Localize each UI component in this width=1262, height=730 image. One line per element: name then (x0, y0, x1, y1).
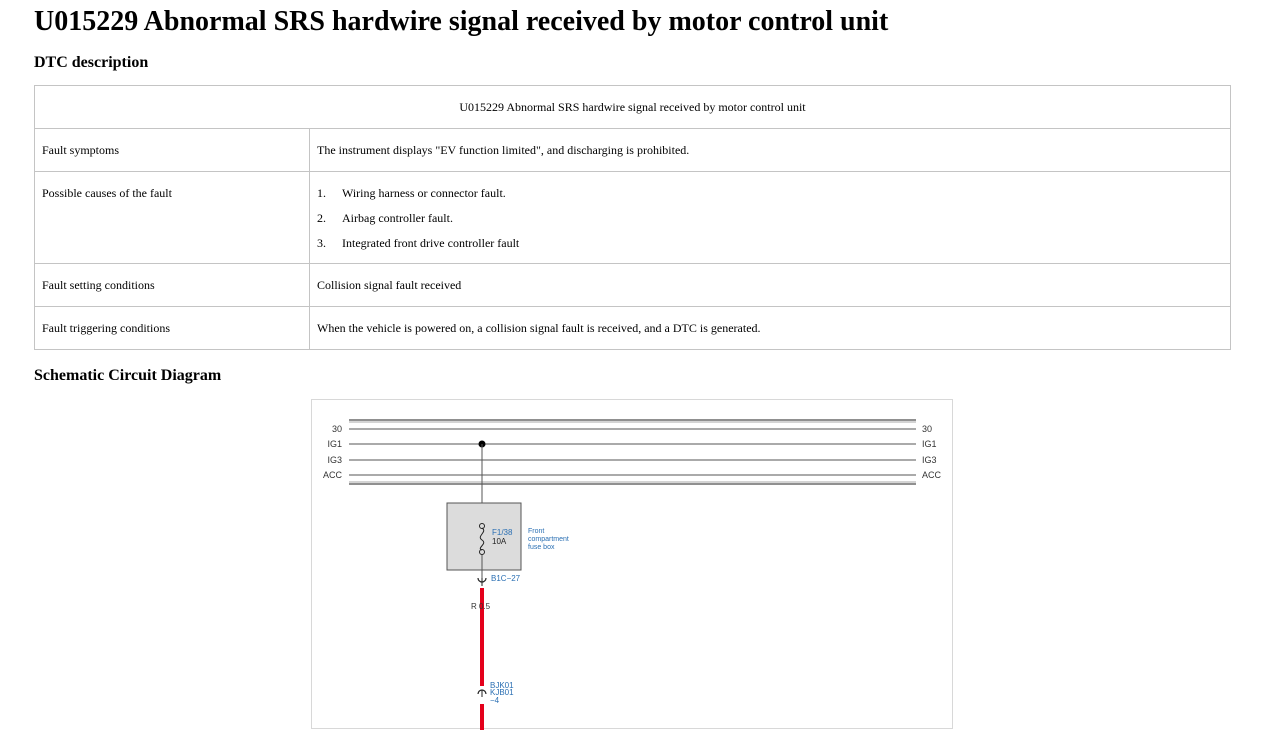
fault-triggering-label: Fault triggering conditions (35, 307, 310, 350)
dtc-description-heading: DTC description (34, 54, 149, 71)
wire-spec-label: R 0.5 (471, 602, 491, 611)
list-number: 3. (317, 236, 326, 250)
list-item (317, 210, 1223, 226)
bus-label-right: 30 (922, 424, 933, 434)
fuse-rating-label: 10A (492, 537, 507, 546)
fault-symptoms-value: The instrument displays "EV function limited", and discharging is prohibited. (310, 129, 1231, 172)
list-text: Wiring harness or connector fault. (342, 186, 506, 200)
bus-label-left: ACC (322, 470, 342, 480)
causes-list (317, 185, 1223, 251)
list-item (317, 185, 1223, 201)
fault-symptoms-label: Fault symptoms (35, 129, 310, 172)
bus-label-right: ACC (922, 470, 942, 480)
bus-label-right: IG3 (922, 455, 937, 465)
schematic-diagram (311, 399, 953, 729)
fault-triggering-value: When the vehicle is powered on, a collision signal fault is received, and a DTC is generated. (310, 307, 1231, 350)
list-number: 1. (317, 186, 326, 200)
schematic-heading: Schematic Circuit Diagram (34, 367, 222, 384)
possible-causes-value (310, 172, 1231, 264)
bus-label-left: 30 (331, 424, 342, 434)
list-text: Airbag controller fault. (342, 211, 453, 225)
connector-top-label: B1C−27 (491, 574, 521, 583)
list-item (317, 235, 1223, 251)
possible-causes-label: Possible causes of the fault (35, 172, 310, 264)
connector-bottom-label: −4 (490, 696, 500, 705)
table-row (35, 172, 1231, 264)
table-header-cell: U015229 Abnormal SRS hardwire signal received by motor control unit (35, 86, 1231, 129)
bus-label-left: IG1 (327, 439, 342, 449)
table-row (35, 86, 1231, 129)
table-row (35, 307, 1231, 350)
schematic-svg (312, 400, 954, 730)
fault-setting-label: Fault setting conditions (35, 264, 310, 307)
list-text: Integrated front drive controller fault (342, 236, 520, 250)
fuse-box-label: compartment (528, 536, 569, 543)
fuse-box-label: fuse box (528, 544, 555, 551)
list-number: 2. (317, 211, 326, 225)
bus-label-left: IG3 (327, 455, 342, 465)
fault-setting-value: Collision signal fault received (310, 264, 1231, 307)
dtc-table (34, 85, 1231, 350)
connector-bottom-label: KJB01 (490, 688, 514, 697)
table-row (35, 129, 1231, 172)
page-title: U015229 Abnormal SRS hardwire signal received by motor control unit (34, 6, 889, 37)
bus-label-right: IG1 (922, 439, 937, 449)
connector-bottom-label: BJK01 (490, 681, 514, 690)
fuse-box-label: Front (528, 528, 545, 535)
fuse-id-label: F1/38 (492, 528, 513, 537)
table-row (35, 264, 1231, 307)
